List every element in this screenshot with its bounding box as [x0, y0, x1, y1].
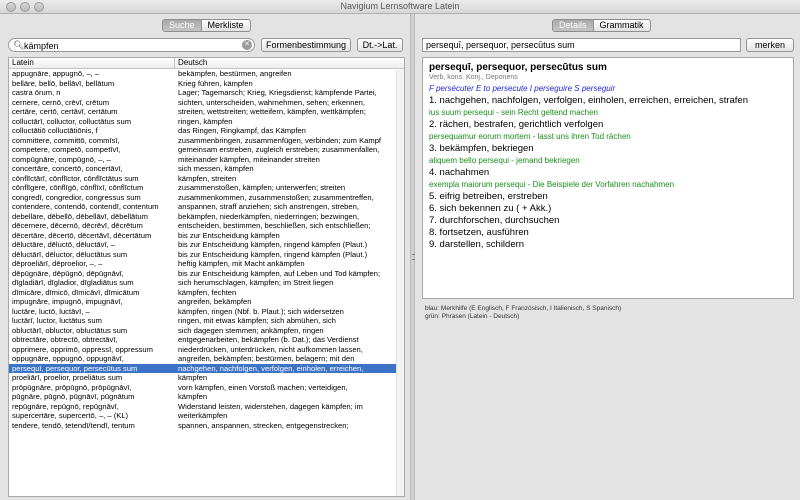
table-row[interactable] [9, 354, 404, 364]
direction-toggle-button[interactable]: Dt.->Lat. [357, 38, 403, 52]
table-row[interactable] [9, 316, 404, 326]
german-cell: zusammenkommen, zusammenstoßen; zusammentreffen, [178, 192, 374, 202]
german-cell: bis zur Entscheidung kämpfen, auf Leben und Tod kämpfen; [178, 268, 381, 278]
german-cell: zusammenbringen, zusammenfügen, verbinden; zum Kampf [178, 135, 382, 145]
german-cell: bis zur Entscheidung kämpfen [178, 230, 280, 240]
german-cell: kämpfen [178, 392, 208, 401]
tab-grammatik[interactable]: Grammatik [599, 20, 644, 30]
german-cell: entscheiden, bestimmen, beschließen, sich entschließen; [178, 221, 371, 230]
meanings-list [429, 95, 787, 251]
column-header-deutsch[interactable]: Deutsch [178, 58, 208, 67]
latin-cell: dēproeliārī, dēproelior, –, – [12, 259, 103, 268]
table-row[interactable] [9, 392, 404, 402]
table-row[interactable] [9, 326, 404, 336]
left-tab-control [162, 19, 251, 32]
meaning-line: 8. fortsetzen, ausführen [429, 227, 529, 238]
clear-search-icon[interactable]: ✕ [242, 40, 252, 50]
german-cell: Widerstand leisten, widerstehen, dagegen kämpfen; im [178, 401, 363, 411]
tab-suche[interactable]: Suche [163, 20, 202, 31]
table-row[interactable] [9, 297, 404, 307]
table-row[interactable] [9, 221, 404, 231]
latin-cell: colluctātiō colluctātiōnis, f [12, 126, 98, 135]
grammar-info: Verb, kons. Konj., Deponens [429, 74, 518, 81]
title-bar [0, 0, 800, 14]
german-cell: Krieg führen, kämpfen [178, 78, 253, 88]
phrase-line: persequamur eorum mortem - lasst uns ihren Tod rächen [429, 132, 631, 141]
german-cell: zusammenstoßen, kämpfen; unterwerfen; streiten [178, 183, 346, 192]
search-pane [0, 14, 410, 500]
german-cell: spannen, anspannen, strecken, entgegenstrecken; [178, 420, 349, 430]
table-row[interactable] [9, 212, 404, 222]
legend-green: grün: Phrasen (Latein - Deutsch) [425, 312, 520, 320]
german-cell: das Ringen, Ringkampf, das Kämpfen [178, 126, 306, 135]
german-cell: bis zur Entscheidung kämpfen, ringend kämpfen (Plaut.) [178, 249, 368, 259]
german-cell: streiten, wettstreiten; wetteifern, kämpfen, wettkämpfen; [178, 107, 366, 116]
latin-cell: dīmicāre, dīmicō, dīmicāvī, dīmicātum [12, 287, 140, 297]
table-row[interactable] [9, 202, 404, 212]
table-row[interactable] [9, 107, 404, 117]
german-cell: kämpfen, fechten [178, 287, 237, 297]
latin-cell: dēcertāre, dēcertō, dēcertāvī, dēcertātum [12, 230, 152, 240]
latin-cell: belläre, bellō, bellāvī, bellātum [12, 78, 115, 88]
table-row[interactable] [9, 278, 404, 288]
german-cell: miteinander kämpfen, miteinander streiten [178, 154, 320, 164]
table-row[interactable] [9, 373, 404, 383]
table-row[interactable] [9, 250, 404, 260]
german-cell: bis zur Entscheidung kämpfen, ringend kämpfen (Plaut.) [178, 240, 368, 249]
latin-cell: proeliārī, proelior, proeliātus sum [12, 373, 123, 382]
column-header-latein[interactable]: Latein [9, 58, 175, 68]
latin-cell: dēluctāre, dēluctō, dēluctāvī, – [12, 240, 116, 249]
phrase-line: exempla maiorum persequi - Die Beispiele der Vorfahren nachahmen [429, 180, 675, 189]
table-row[interactable] [9, 98, 404, 108]
right-tab-control [552, 19, 651, 32]
latin-cell: concertāre, concertō, concertāvī, [12, 164, 123, 173]
meaning-line: 2. rächen, bestrafen, gerichtlich verfolgen [429, 119, 604, 130]
results-scrollbar[interactable] [396, 70, 404, 496]
latin-cell: congredī, congredior, congressus sum [12, 192, 141, 202]
latin-cell: repūgnāre, repūgnō, repūgnāvī, [12, 401, 119, 411]
table-row[interactable] [9, 345, 404, 355]
german-cell: entgegenarbeiten, bekämpfen (b. Dat.); das Verdienst [178, 335, 359, 344]
window-title: Navigium Lernsoftware Latein [340, 1, 460, 11]
results-table-header [9, 58, 404, 69]
search-icon: 🔍︎ [13, 40, 25, 50]
german-cell: Lager; Tagemarsch; Krieg, Kriegsdienst; kämpfende Partei, [178, 88, 377, 97]
results-rows [9, 69, 404, 430]
color-legend [425, 305, 621, 320]
table-row[interactable] [9, 193, 404, 203]
german-cell: angreifen, bekämpfen [178, 297, 252, 306]
table-row[interactable] [9, 117, 404, 127]
table-row[interactable] [9, 402, 404, 412]
detail-view [422, 57, 794, 299]
tab-details[interactable]: Details [553, 20, 594, 31]
table-row[interactable] [9, 421, 404, 431]
latin-cell: cōnflīgere, cōnflīgō, cōnflīxī, cōnflīctum [12, 183, 144, 192]
meaning-line: 9. darstellen, schildern [429, 239, 525, 250]
table-row[interactable] [9, 155, 404, 165]
german-cell: gemeinsam erstreben, zugleich erstreben; zusammenfallen, [178, 145, 380, 154]
results-table [8, 57, 405, 497]
phrase-line: ius suum persequi - sein Recht geltend machen [429, 108, 598, 117]
latin-cell: prōpūgnāre, prōpūgnō, prōpūgnāvī, [12, 382, 132, 392]
formenbestimmung-button[interactable]: Formenbestimmung [261, 38, 351, 52]
merken-button[interactable]: merken [746, 38, 794, 52]
latin-cell: cōnflīctārī, cōnflīctor, cōnflīctātus sum [12, 173, 139, 183]
table-row[interactable] [9, 259, 404, 269]
table-row[interactable] [9, 69, 404, 79]
table-row[interactable] [9, 307, 404, 317]
latin-cell: oppugnāre, oppugnō, oppugnāvī, [12, 354, 124, 363]
detail-pane [415, 14, 800, 500]
latin-cell: pūgnāre, pūgnō, pūgnāvī, pūgnātum [12, 392, 135, 401]
latin-cell: dīgladiārī, dīgladior, dīgladiātus sum [12, 278, 134, 287]
table-row[interactable] [9, 269, 404, 279]
meaning-line: 7. durchforschen, durchsuchen [429, 215, 560, 226]
german-cell: sich dagegen stemmen; ankämpfen, ringen [178, 325, 324, 335]
phrase-line: aliquem bello persequi - jemand bekriegen [429, 156, 580, 165]
german-cell: ringen, mit etwas kämpfen; sich abmühen, sich [178, 316, 336, 325]
german-cell: angreifen, bekämpfen; bestürmen, belagern; mit den [178, 354, 355, 363]
table-row[interactable] [9, 164, 404, 174]
table-row[interactable] [9, 288, 404, 298]
meaning-line: 6. sich bekennen zu ( + Akk.) [429, 203, 552, 214]
german-cell: weiterkämpfen [178, 411, 228, 420]
german-cell: kämpfen [178, 373, 208, 382]
table-row[interactable] [9, 136, 404, 146]
meaning-line: 5. eifrig betreiben, erstreben [429, 191, 548, 202]
latin-cell: competere, competō, competīvī, [12, 145, 121, 154]
table-row[interactable] [9, 364, 404, 374]
german-cell: kämpfen, ringen (Nbf. b. Plaut.); sich widersetzen [178, 306, 344, 316]
latin-cell: luctāre, luctō, luctāvī, – [12, 306, 90, 316]
splitter-grip-icon [412, 254, 414, 260]
german-cell: kämpfen, streiten [178, 173, 237, 183]
table-row[interactable] [9, 335, 404, 345]
latin-cell: debelläre, dēbellō, dēbellāvī, dēbellātum [12, 211, 148, 221]
latin-cell: colluctārī, colluctor, colluctātus sum [12, 116, 132, 126]
latin-cell: contendere, contendō, contendī, contentum [12, 202, 159, 211]
search-input[interactable] [24, 40, 239, 51]
table-row[interactable] [9, 240, 404, 250]
latin-cell: appugnāre, appugnō, –, – [12, 69, 99, 78]
latin-cell: compūgnāre, compūgnō, –, – [12, 154, 111, 164]
latin-cell: castra ōrum, n [12, 88, 61, 97]
latin-cell: opprimere, opprimō, oppressī, oppressum [12, 344, 153, 354]
german-cell: sich herumschlagen, kämpfen; im Streit liegen [178, 278, 334, 287]
table-row[interactable] [9, 174, 404, 184]
latin-cell: committere, committō, commīsī, [12, 135, 120, 145]
table-row[interactable] [9, 88, 404, 98]
search-box [8, 38, 255, 52]
headword: persequī, persequor, persecūtus sum [429, 62, 607, 73]
latin-cell: certāre, certō, certāvī, certātum [12, 107, 118, 116]
legend-blue: blau: Merkhilfe (E Englisch, F Französisch, I Italienisch, S Spanisch) [425, 305, 622, 312]
german-cell: sich messen, kämpfen [178, 164, 254, 173]
latin-cell: tendere, tendō, tetendī/tendī, tentum [12, 420, 135, 430]
entry-field[interactable] [422, 38, 741, 52]
latin-cell: supercertāre, supercertō, –, – (KL) [12, 411, 129, 420]
german-cell: heftig kämpfen, mit Macht ankämpfen [178, 259, 305, 268]
latin-cell: luctārī, luctor, luctātus sum [12, 316, 102, 325]
table-row[interactable] [9, 183, 404, 193]
latin-cell: dēpūgnāre, dēpūgnō, dēpūgnāvī, [12, 268, 124, 278]
foreign-translations: F persécuter E to persecute I perseguire S perseguir [429, 84, 616, 93]
latin-cell: obtrectāre, obtrectō, obtrectāvī, [12, 335, 118, 344]
german-cell: nachgehen, nachfolgen, verfolgen, einholen, erreichen, [178, 363, 364, 373]
meaning-line: 1. nachgehen, nachfolgen, verfolgen, einholen, erreichen, erreichen, strafen [429, 95, 748, 106]
latin-cell: impugnāre, impugnō, impugnāvī, [12, 297, 123, 306]
german-cell: bekämpfen, bestürmen, angreifen [178, 69, 292, 78]
german-cell: vorn kämpfen, einen Vorstoß machen; verteidigen, [178, 382, 348, 392]
german-cell: sichten, unterscheiden, wahrnehmen, sehen; erkennen, [178, 97, 366, 107]
latin-cell: persequī, persequor, persecūtus sum [12, 363, 138, 373]
table-row[interactable] [9, 145, 404, 155]
german-cell: anspannen, straff anziehen; sich anstrengen, streben, [178, 202, 359, 211]
german-cell: ringen, kämpfen [178, 116, 233, 126]
latin-cell: cernere, cernō, crēvī, crētum [12, 97, 110, 107]
latin-cell: dēluctārī, dēluctor, dēluctātus sum [12, 249, 128, 259]
table-row[interactable] [9, 126, 404, 136]
table-row[interactable] [9, 231, 404, 241]
latin-cell: obluctārī, obluctor, obluctātus sum [12, 325, 128, 335]
table-row[interactable] [9, 79, 404, 89]
german-cell: bekämpfen, niederkämpfen, niederringen; bezwingen, [178, 211, 360, 221]
meaning-line: 4. nachahmen [429, 167, 490, 178]
german-cell: niederdrücken, unterdrücken, nicht aufkommen lassen, [178, 344, 363, 354]
tab-merkliste[interactable]: Merkliste [207, 20, 244, 30]
table-row[interactable] [9, 411, 404, 421]
latin-cell: dēcernere, dēcernō, dēcrēvī, dēcrētum [12, 221, 143, 230]
meaning-line: 3. bekämpfen, bekriegen [429, 143, 534, 154]
table-row[interactable] [9, 383, 404, 393]
